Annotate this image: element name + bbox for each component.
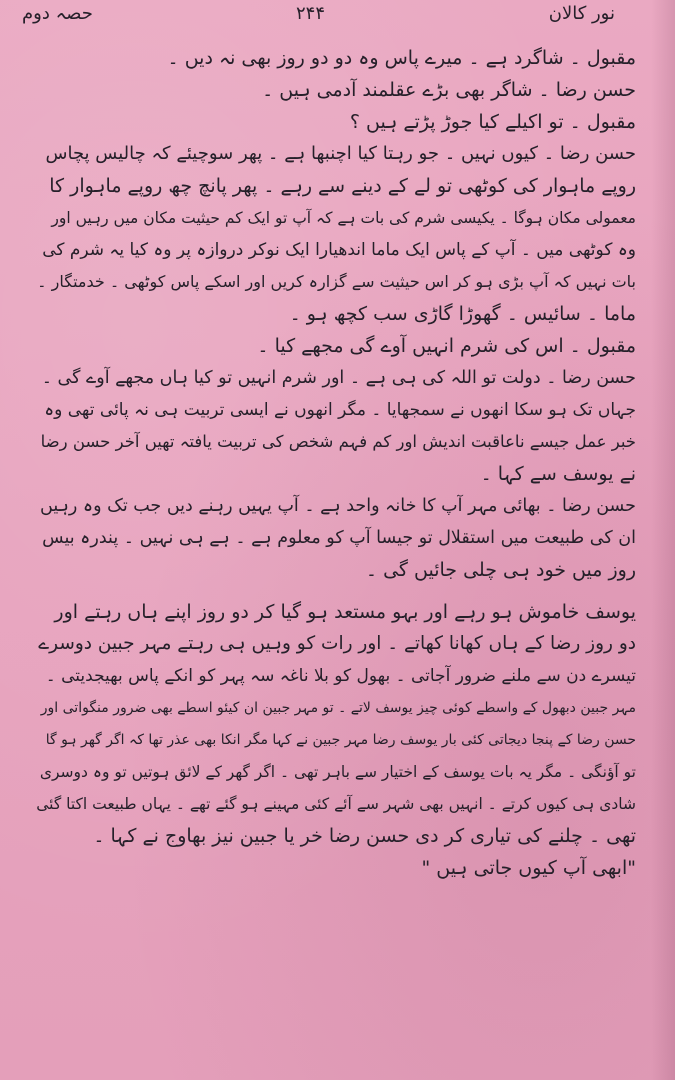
text-line: شادی ہی کیوں کرتے ۔ انہیں بھی شہر سے آئے کئی مہینے ہو گئے تھے ۔ یہاں طبیعت اکتا گئی bbox=[36, 795, 636, 813]
text-line: حسن رضا ۔ کیوں نہیں ۔ جو رہتا کیا اچنبھا ہے ۔ پھر سوچیئے کہ چالیس پچاس bbox=[45, 143, 636, 164]
paragraph-gap bbox=[36, 586, 636, 596]
urdu-text-body bbox=[36, 42, 636, 884]
text-line: مقبول ۔ شاگرد ہے ۔ میرے پاس وہ دو دو روز بھی نہ دیں ۔ bbox=[167, 47, 636, 69]
text-line: خبر عمل جیسے ناعاقبت اندیش اور کم فہم شخص کی تربیت یافتہ تھیں آخر حسن رضا bbox=[40, 432, 636, 451]
text-line: ان کی طبیعت میں استقلال تو جیسا آپ کو معلوم ہے ۔ ہے ہی نہیں ۔ پندرہ بیس bbox=[42, 528, 636, 548]
text-line: مقبول ۔ تو اکیلے کیا جوڑ پڑتے ہیں ؟ bbox=[349, 111, 636, 133]
page-header bbox=[0, 0, 675, 40]
header-section-label: حصہ دوم bbox=[22, 3, 93, 24]
text-line: روز میں خود ہی چلی جائیں گی ۔ bbox=[365, 559, 636, 581]
text-line: حسن رضا ۔ بھائی مہر آپ کا خانہ واحد ہے ۔ آپ یہیں رہنے دیں جب تک وہ رہیں bbox=[40, 496, 636, 516]
text-line: مقبول ۔ اس کی شرم انہیں آوے گی مجھے کیا ۔ bbox=[257, 335, 636, 357]
page-number: ۲۴۴ bbox=[296, 3, 326, 24]
text-line: معمولی مکان ہوگا ۔ یکیسی شرم کی بات ہے کہ آپ تو ایک کم حیثیت مکان میں رہیں اور bbox=[51, 209, 636, 227]
text-line: نے یوسف سے کہا ۔ bbox=[480, 463, 636, 485]
text-line: بات نہیں کہ آپ بڑی ہو کر اس حیثیت سے گزارہ کریں اور اسکے پاس کوٹھی ۔ خدمتگار ۔ bbox=[37, 272, 636, 291]
text-line: تھی ۔ چلنے کی تیاری کر دی حسن رضا خر یا جبین نیز بھاوج نے کہا ۔ bbox=[93, 825, 636, 847]
text-line: تیسرے دن سے ملنے ضرور آجاتی ۔ بھول کو بلا ناغہ سہ پہر کو انکے پاس بھیجدیتی ۔ bbox=[45, 666, 636, 686]
text-line: "ابھی آپ کیوں جاتی ہیں " bbox=[421, 857, 636, 879]
text-line: دو روز رضا کے ہاں کھانا کھاتے ۔ اور رات کو وہیں ہی رہتے مہر جبین دوسرے bbox=[38, 633, 636, 654]
header-book-title: نور کالان bbox=[548, 3, 615, 24]
text-line: حسن رضا کے پنجا دیجاتی کئی بار یوسف رضا مہر جبین نے کہا مگر انکا بھی عذر تھا کہ اگر گھر ہو گا bbox=[45, 732, 636, 748]
text-line: ماما ۔ سائیس ۔ گھوڑا گاڑی سب کچھ ہو ۔ bbox=[289, 303, 636, 325]
text-line: وہ کوٹھی میں ۔ آپ کے پاس ایک ماما اندھیارا ایک نوکر دروازہ پر وہ کیا یہ شرم کی bbox=[42, 240, 636, 260]
text-line: مہر جبین دبھول کے واسطے کوئی چیز یوسف لاتے ۔ تو مہر جبین ان کیئو اسطے بھی ضرور منگواتی اور bbox=[40, 700, 636, 716]
text-line: حسن رضا ۔ دولت تو اللہ کی ہی ہے ۔ اور شرم انہیں تو کیا ہاں مجھے آوے گی ۔ bbox=[41, 368, 636, 388]
text-line: روپے ماہوار کی کوٹھی تو لے کے دینے سے رہے ۔ پھر پانچ چھ روپے ماہوار کا bbox=[49, 175, 636, 197]
text-line: یوسف خاموش ہو رہے اور بہو مستعد ہو گیا کر دو روز اپنے ہاں رہتے اور bbox=[54, 601, 636, 623]
page-edge-shadow bbox=[651, 0, 675, 1080]
text-line: تو آؤنگی ۔ مگر یہ بات یوسف کے اختیار سے باہر تھی ۔ اگر گھر کے لائق ہوتیں تو وہ دوسری bbox=[39, 763, 636, 781]
text-line: حسن رضا ۔ شاگر بھی بڑے عقلمند آدمی ہیں ۔ bbox=[262, 79, 636, 101]
text-line: جہاں تک ہو سکا انھوں نے سمجھایا ۔ مگر انھوں نے ایسی تربیت ہی نہ پائی تھی وہ bbox=[44, 400, 636, 420]
